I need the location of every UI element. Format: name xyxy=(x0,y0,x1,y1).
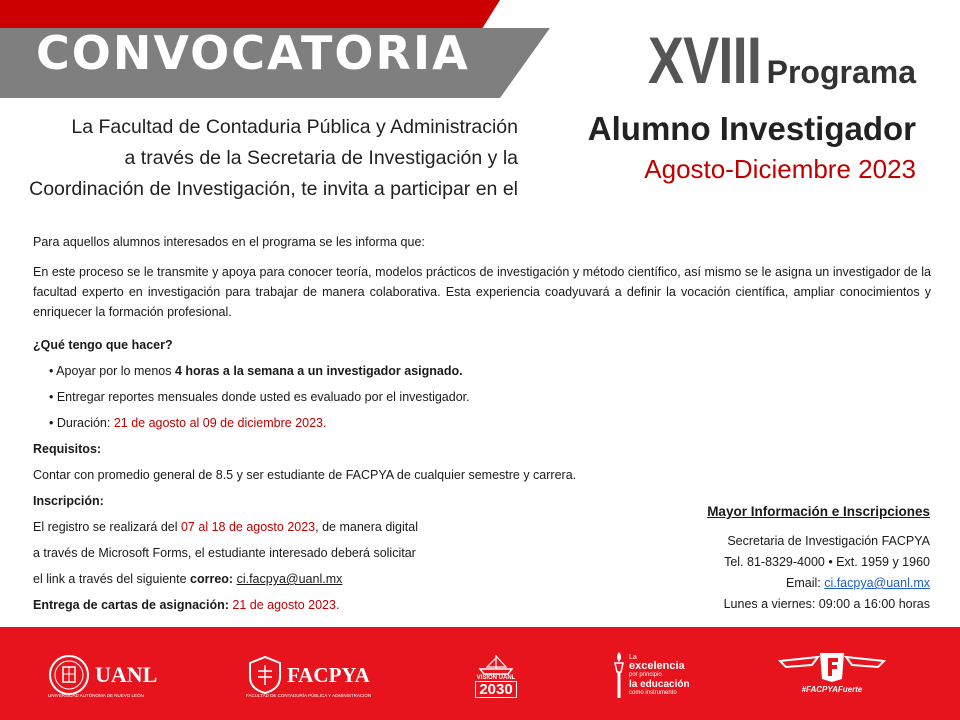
intro-line-2: a través de la Secretaria de Investigación y la xyxy=(124,147,518,169)
intro-line-3: Coordinación de Investigación, te invita a participar en el xyxy=(29,178,518,200)
intro-text xyxy=(14,112,518,205)
requirements-heading: Requisitos: xyxy=(33,442,102,456)
registration-heading: Inscripción: xyxy=(33,494,104,508)
torch-icon xyxy=(612,650,626,700)
bullet-duration: • Duración: 21 de agosto al 09 de diciembre 2023. xyxy=(49,416,327,430)
ship-icon xyxy=(478,653,514,675)
body-intro: Para aquellos alumnos interesados en el programa se les informa que: xyxy=(33,235,425,249)
uanl-subtitle: UNIVERSIDAD AUTÓNOMA DE NUEVO LEÓN xyxy=(48,693,144,698)
banner-title: CONVOCATORIA xyxy=(36,26,470,80)
program-period: Agosto-Diciembre 2023 xyxy=(644,154,916,184)
contact-email-link[interactable]: ci.facpya@uanl.mx xyxy=(824,576,930,590)
facpya-crest-icon xyxy=(246,655,284,695)
contact-email-line: Email: ci.facpya@uanl.mx xyxy=(786,576,930,590)
registration-line-1: El registro se realizará del 07 al 18 de agosto 2023, de manera digital xyxy=(33,520,418,534)
hashtag-label: #FACPYAFuerte xyxy=(801,685,863,694)
footer-logo-bar xyxy=(0,627,960,720)
uanl-wordmark: UANL xyxy=(95,662,158,687)
bullet-reports: • Entregar reportes mensuales donde usted es evaluado por el investigador. xyxy=(49,390,470,404)
motto-word-2: excelencia xyxy=(629,659,685,672)
requirements-text: Contar con promedio general de 8.5 y ser estudiante de FACPYA de cualquier semestre y carrera. xyxy=(33,468,577,482)
program-label: Programa xyxy=(766,54,916,90)
contact-office: Secretaria de Investigación FACPYA xyxy=(727,534,930,548)
facpya-subtitle: FACULTAD DE CONTADURÍA PÚBLICA Y ADMINISTRACIÓN xyxy=(246,693,372,698)
excellence-motto-logo xyxy=(612,647,702,703)
bullet-hours: • Apoyar por lo menos 4 horas a la semana a un investigador asignado. xyxy=(49,364,463,378)
registration-email-link[interactable]: ci.facpya@uanl.mx xyxy=(236,572,343,586)
winged-f-icon xyxy=(778,649,886,683)
facpya-wordmark: FACPYA xyxy=(287,662,370,687)
vision-label: VISIÓN UANL xyxy=(476,674,516,681)
motto-word-1: La xyxy=(629,653,637,661)
intro-line-1: La Facultad de Contaduria Pública y Administración xyxy=(71,116,518,138)
what-heading: ¿Qué tengo que hacer? xyxy=(33,338,173,352)
motto-word-5: como instrumento xyxy=(629,689,677,696)
delivery-line: Entrega de cartas de asignación: 21 de agosto 2023. xyxy=(33,598,340,612)
contact-hours: Lunes a viernes: 09:00 a 16:00 horas xyxy=(723,597,930,611)
motto-word-4: la educación xyxy=(629,678,690,690)
contact-title: Mayor Información e Inscripciones xyxy=(707,504,930,519)
contact-info xyxy=(707,504,930,615)
program-title-block xyxy=(588,22,916,185)
facpya-logo xyxy=(246,649,386,701)
vision-year: 2030 xyxy=(475,681,516,698)
registration-line-2: a través de Microsoft Forms, el estudiante interesado deberá solicitar xyxy=(33,546,416,560)
uanl-shield-icon xyxy=(48,654,90,696)
edition-number: XVIII xyxy=(647,23,761,97)
contact-phone: Tel. 81-8329-4000 • Ext. 1959 y 1960 xyxy=(724,555,930,569)
facpya-fuerte-logo xyxy=(776,649,888,701)
motto-word-3: por principio xyxy=(629,671,662,678)
body-description: En este proceso se le transmite y apoya para conocer teoría, modelos prácticos de investigación y método científico, así mismo se le asigna un investigador de la facultad experto en investigación para trabajar de manera colaborativa. Esta experiencia coadyuvará a definir la vocación científica, ampliar conocimientos y enriquecer la formación profesional. xyxy=(33,265,931,319)
program-subtitle: Alumno Investigador xyxy=(587,110,916,147)
vision-2030-logo xyxy=(466,647,526,703)
uanl-logo xyxy=(48,649,163,701)
registration-line-3: el link a través del siguiente correo: ci.facpya@uanl.mx xyxy=(33,572,343,586)
